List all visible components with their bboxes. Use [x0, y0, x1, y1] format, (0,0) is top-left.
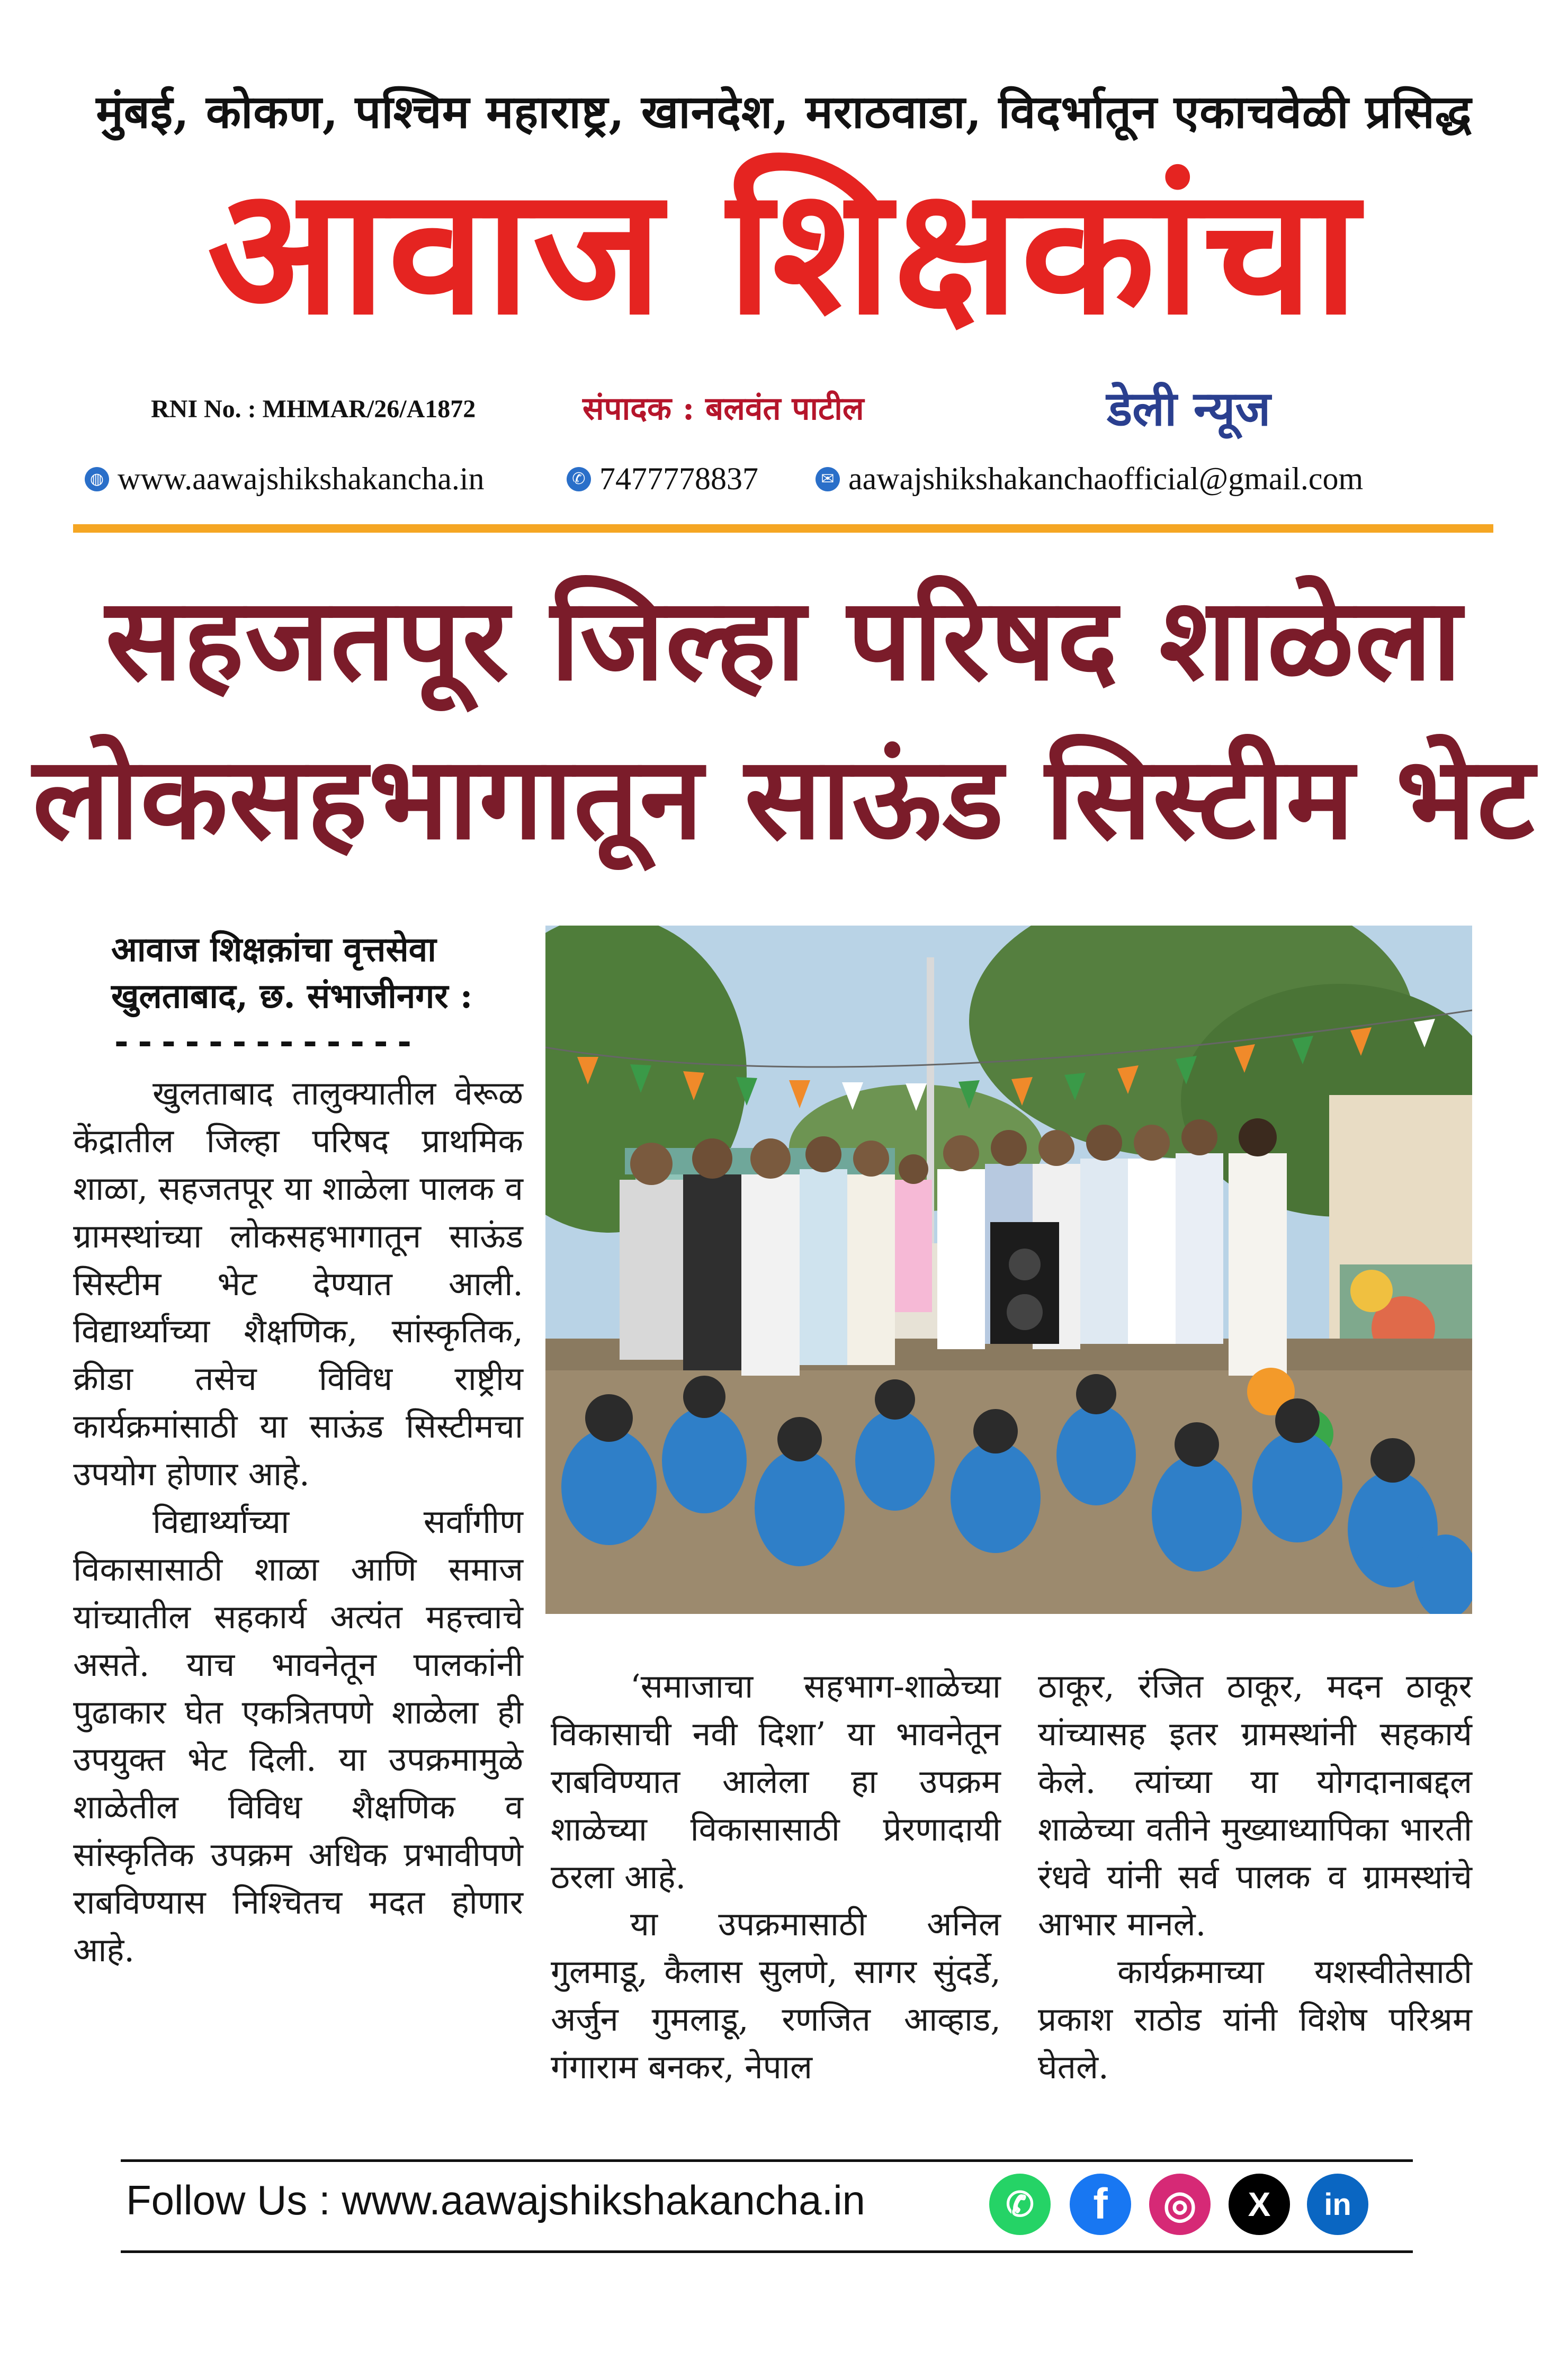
globe-icon: ◍ — [85, 467, 109, 491]
paragraph: कार्यक्रमाच्या यशस्वीतेसाठी प्रकाश राठोड यांनी विशेष परिश्रम घेतले. — [1038, 1952, 1472, 2087]
edition-label: डेली न्यूज — [1107, 381, 1271, 437]
masthead-divider — [73, 524, 1493, 533]
phone-icon: ✆ — [567, 467, 591, 491]
headline-line-2: लोकसहभागातून साऊंड सिस्टीम भेट — [32, 732, 1536, 865]
footer-divider-bottom — [121, 2250, 1413, 2253]
x-icon[interactable]: X — [1229, 2174, 1290, 2235]
footer-divider-top — [121, 2159, 1413, 2162]
paragraph: ‘समाजाचा सहभाग-शाळेच्या विकासाची नवी दिशा’ या भावनेतून राबविण्यात आलेला हा उपक्रम शाळेच्या विकासासाठी प्रेरणादायी ठरला आहे. — [551, 1667, 1001, 1896]
article-column-3 — [1038, 1663, 1472, 2091]
editor-name: संपादक : बलवंत पाटील — [583, 390, 864, 427]
article-column-1 — [73, 1070, 523, 1974]
byline-place: खुलताबाद, छ. संभाजीनगर : — [111, 976, 473, 1016]
byline-service: आवाज शिक्षक़ांचा वृत्तसेवा — [111, 930, 436, 970]
paragraph: विद्यार्थ्यांच्या सर्वांगीण विकासासाठी शाळा आणि समाज यांच्यातील सहकार्य अत्यंत महत्त्वाचे असते. याच भावनेतून पालकांनी पुढाकार घेत एकत्रितपणे शाळेला ही उपयुक्त भेट दिली. या उपक्रमामुळे शाळेतील विविध शैक्षणिक व सांस्कृतिक उपक्रम अधिक प्रभावीपणे राबविण्यास निश्चितच मदत होणार आहे. — [73, 1502, 523, 1970]
masthead-tagline: मुंबई, कोकण, पश्चिम महाराष्ट्र, खानदेश, मराठवाडा, विदर्भातून एकाचवेळी प्रसिद्ध — [96, 85, 1472, 139]
email-text: aawajshikshakanchaofficial@gmail.com — [848, 461, 1364, 496]
phone-contact[interactable] — [567, 461, 758, 497]
phone-text: 7477778837 — [599, 461, 758, 496]
follow-us-text[interactable]: Follow Us : www.aawajshikshakancha.in — [126, 2177, 865, 2223]
headline-line-1: सहजतपूर जिल्हा परिषद शाळेला — [105, 573, 1463, 706]
email-contact[interactable] — [816, 461, 1363, 497]
rni-number: RNI No. : MHMAR/26/A1872 — [151, 395, 476, 423]
facebook-icon[interactable]: f — [1070, 2174, 1131, 2235]
whatsapp-icon[interactable]: ✆ — [989, 2174, 1051, 2235]
newspaper-title: आवाज शिक्षकांचा — [207, 150, 1361, 353]
paragraph: खुलताबाद तालुक्यातील वेरूळ केंद्रातील जिल्हा परिषद प्राथमिक शाळा, सहजतपूर या शाळेला पालक व ग्रामस्थांच्या लोकसहभागातून साऊंड सिस्टीम भेट देण्यात आली. विद्यार्थ्यांच्या शैक्षणिक, सांस्कृतिक, क्रीडा तसेच विविध राष्ट्रीय कार्यक्रमांसाठी या साऊंड सिस्टीमचा उपयोग होणार आहे. — [73, 1074, 523, 1494]
email-icon: ✉ — [816, 467, 840, 491]
website-text: www.aawajshikshakancha.in — [118, 461, 485, 496]
byline-separator: ------------- — [111, 1023, 418, 1062]
article-column-2 — [551, 1663, 1001, 2091]
article-photo — [545, 926, 1472, 1614]
instagram-icon[interactable]: ◎ — [1149, 2174, 1211, 2235]
linkedin-icon[interactable]: in — [1307, 2174, 1368, 2235]
paragraph: ठाकूर, रंजित ठाकूर, मदन ठाकूर यांच्यासह इतर ग्रामस्थांनी सहकार्य केले. त्यांच्या या योगदानाबद्दल शाळेच्या वतीने मुख्याध्यापिका भारती रंधवे यांनी सर्व पालक व ग्रामस्थांचे आभार मानले. — [1038, 1667, 1472, 1944]
paragraph: या उपक्रमासाठी अनिल गुलमाडू, कैलास सुलणे, सागर सुंदर्डे, अर्जुन गुमलाडू, रणजित आव्हाड, गंगाराम बनकर, नेपाल — [551, 1905, 1001, 2087]
website-contact[interactable] — [85, 461, 485, 497]
